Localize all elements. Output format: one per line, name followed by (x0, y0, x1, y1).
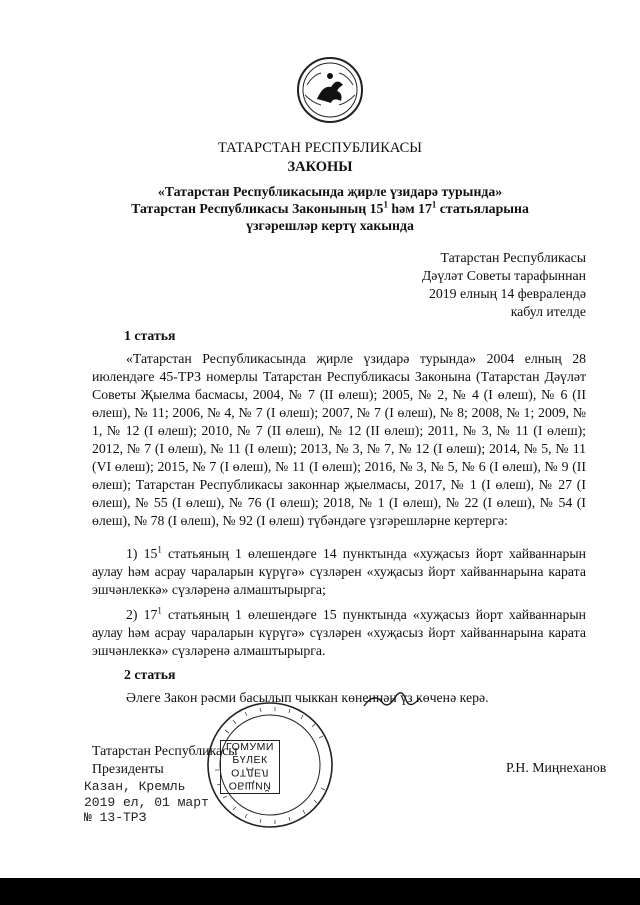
coat-of-arms-emblem (295, 55, 365, 125)
article-1-intro: «Татарстан Республикасында җирле үзидарә турында» 2004 елның 28 июлендәге 45-ТРЗ номерлы Татарстан Республикасы Законына (Татарстан Дәүләт Советы Җыелма басмасы, 2004, № 7 (II өлеш); 2005, № 2, № 4 (I өлеш), № 6 (II өлеш), № 11; 2006, № 4, № 7 (I өлеш); 2007, № 7 (I өлеш), № 8; 2008, № 1; 2009, № 1, № 12 (I өлеш); 2010, № 7 (II өлеш), № 12 (II өлеш); 2011, № 3, № 11 (I өлеш); 2012, № 7 (I өлеш), № 11 (I өлеш); 2013, № 3, № 7, № 12 (I өлеш); 2014, № 5, № 11 (VI өлеш); 2015, № 7 (I өлеш), № 11 (I өлеш); 2016, № 3, № 5, № 6 (I өлеш), № 9 (II өлеш); Татарстан Республикасы законнар җыелмасы, 2017, № 1 (I өлеш), № 27 (I өлеш), № 55 (I өлеш), № 76 (I өлеш); 2018, № 1 (I өлеш), № 22 (I өлеш), № 54 (I өлеш), № 78 (I өлеш), № 92 (I өлеш) түбәндәге үзгәрешләрне кертергә: (92, 351, 586, 528)
republic-title: ТАТАРСТАН РЕСПУБЛИКАСЫ (218, 140, 422, 156)
adoption-line: 2019 елның 14 февралендә (428, 286, 586, 301)
subtitle-line-2: Татарстан Республикасы Законының $15^1$ һәм $17^1$ статьяларына (131, 199, 529, 216)
place-date-block (84, 779, 209, 826)
adoption-line: Татарстан Республикасы (440, 250, 586, 265)
stamp-line-mirrored: ОБЩИЙ (228, 779, 272, 791)
law-subtitle (110, 183, 550, 234)
signatory-title (92, 742, 238, 778)
law-title: ЗАКОНЫ (287, 159, 353, 175)
adoption-line: Дәүләт Советы тарафыннан (421, 268, 586, 283)
signatory-line: Татарстан Республикасы (92, 743, 238, 758)
stamp-line: ГОМУМИ (226, 741, 274, 753)
adoption-note (422, 249, 586, 321)
scan-bottom-border (0, 878, 640, 905)
date-line: 2019 ел, 01 март (84, 794, 209, 810)
number-line: № 13-ТРЗ (84, 810, 147, 825)
article-1-item-1: 1) $15^1$ статьяның 1 өлешендәге 14 пунктында «хуҗасыз йорт хайваннарын аулау һәм асрау чараларын күрүгә» сүзләрен «хуҗасыз йорт хайваннарына карата эшчәнлеккә» сүзләренә алмаштырырга; (92, 544, 586, 597)
signatory-line: Президенты (92, 761, 164, 776)
stamp-line: БҮЛЕК (232, 753, 268, 766)
adoption-line: кабул ителде (510, 304, 586, 319)
article-2-text: Әлеге Закон рәсми басылып чыккан көненнән үз көченә керә. (126, 690, 489, 705)
subtitle-line-3: үзгәрешләр кертү хакында (246, 218, 414, 233)
article-2-heading: 2 статья (124, 667, 176, 682)
place-line: Казан, Кремль (84, 779, 186, 794)
signatory-name: Р.Н. Миңнеханов (506, 760, 607, 775)
article-1-heading: 1 статья (124, 328, 176, 343)
handwritten-signature (360, 688, 430, 716)
stamp-line-mirrored: ОТДЕЛ (231, 766, 269, 779)
subtitle-line-1: «Татарстан Республикасында җирле үзидарә турында» (157, 184, 503, 199)
article-1-item-2: 2) $17^1$ статьяның 1 өлешендәге 15 пунктында «хуҗасыз йорт хайваннарын аулау һәм асрау чараларын күрүгә» сүзләрен «хуҗасыз йорт хайваннарына карата эшчәнлеккә» сүзләренә алмаштырырга. (92, 605, 586, 658)
